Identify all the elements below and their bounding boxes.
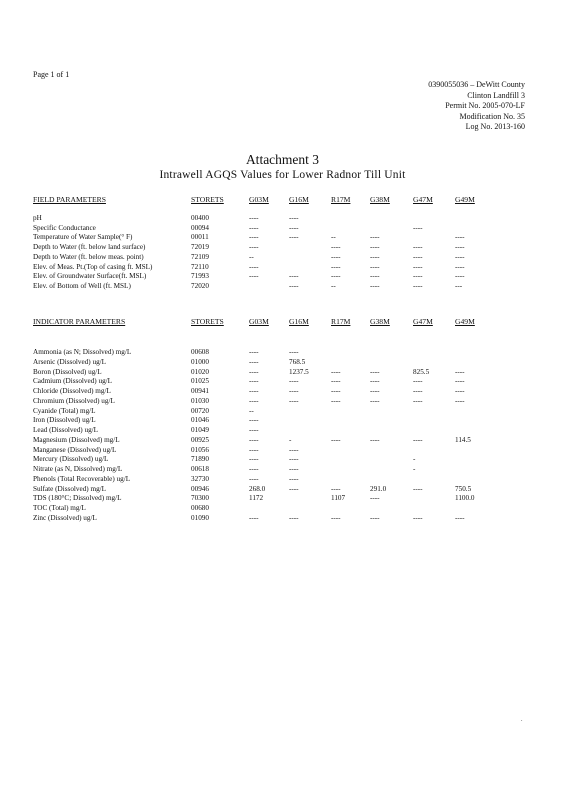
value-cell: ---- [331,262,341,271]
storet-code: 00618 [191,465,209,473]
storet-code: 71993 [191,272,209,281]
storet-code: 00925 [191,435,209,444]
storet-code: 00720 [191,406,209,415]
table-row [0,243,565,253]
value-cell: ---- [249,223,259,232]
value-cell: 825.5 [413,367,430,376]
value-cell: ---- [331,252,341,261]
value-cell: 1107 [331,494,346,503]
parameter-name: Temperature of Water Sample(° F) [33,233,133,242]
value-cell: 268.0 [249,484,266,493]
value-cell: ---- [331,387,341,395]
storet-code: 00400 [191,214,209,222]
value-cell: ---- [249,387,259,395]
table-row [0,446,565,456]
value-cell: ---- [370,435,380,444]
field-well-header: R17M [331,195,351,204]
value-cell: ---- [370,494,380,503]
value-cell: 1172 [249,494,264,503]
table-row [0,377,565,387]
value-cell: ---- [413,223,423,232]
value-cell: ---- [249,348,259,356]
value-cell: ---- [413,484,423,493]
parameter-name: Depth to Water (ft. below meas. point) [33,252,144,261]
value-cell: ---- [289,513,299,522]
value-cell: ---- [249,377,259,386]
value-cell: 768.5 [289,357,306,366]
header-line-facility: Clinton Landfill 3 [467,90,525,100]
table-row [0,514,565,524]
storet-code: 01046 [191,416,209,425]
value-cell: 1100.0 [455,494,475,503]
value-cell: ---- [249,357,259,366]
indicator-well-header: G38M [370,317,390,326]
value-cell: ---- [370,513,380,522]
parameter-name: Cadmium (Dissolved) ug/L [33,377,113,386]
field-well-header: G16M [289,195,309,204]
value-cell: ---- [370,243,380,252]
parameter-name: Phenols (Total Recoverable) ug/L [33,474,131,483]
table-row [0,426,565,436]
value-cell: ---- [289,455,299,464]
value-cell: ---- [289,445,299,454]
value-cell: -- [331,281,336,290]
table-row [0,214,565,224]
storet-code: 72020 [191,281,209,290]
parameter-name: Magnesium (Dissolved) mg/L [33,435,120,444]
storet-code: 01030 [191,396,209,405]
field-well-header: G47M [413,195,433,204]
parameter-name: Lead (Dissolved) ug/L [33,426,99,434]
table-row [0,263,565,273]
page-mark: . [521,717,523,723]
parameter-name: Depth to Water (ft. below land surface) [33,243,146,252]
header-line-permit: Permit No. 2005-070-LF [445,101,525,111]
value-cell: ---- [249,272,259,281]
indicator-well-header: G47M [413,317,433,326]
value-cell: ---- [331,377,341,386]
storet-code: 01056 [191,445,209,454]
value-cell: ---- [455,233,465,242]
value-cell: 291.0 [370,484,387,493]
parameter-name: Mercury (Dissolved) ug/L [33,455,109,464]
value-cell: ---- [455,377,465,386]
value-cell: ---- [455,272,465,281]
value-cell: ---- [289,281,299,290]
table-row [0,348,565,358]
value-cell: ---- [249,233,259,242]
field-storets-header: STORETS [191,195,224,204]
table-row [0,233,565,243]
table-row [0,475,565,485]
value-cell: 750.5 [455,484,472,493]
value-cell: -- [331,233,336,242]
value-cell: ---- [331,396,341,405]
table-row [0,224,565,234]
value-cell: ---- [289,272,299,281]
value-cell: -- [249,252,254,261]
value-cell: ---- [289,484,299,493]
value-cell: ---- [249,455,259,464]
parameter-name: Ammonia (as N; Dissolved) mg/L [33,348,132,356]
value-cell: ---- [413,272,423,281]
value-cell: ---- [289,223,299,232]
parameter-name: Boron (Dissolved) ug/L [33,367,102,376]
table-row [0,387,565,397]
indicator-well-header: R17M [331,317,351,326]
storet-code: 00608 [191,348,209,356]
parameter-name: Iron (Dissolved) ug/L [33,416,96,425]
parameter-name: Specific Conductance [33,223,96,232]
table-row [0,494,565,504]
value-cell: ---- [289,465,299,473]
value-cell: ---- [455,396,465,405]
parameter-name: Elev. of Groundwater Surface(ft. MSL) [33,272,147,281]
table-row [0,455,565,465]
parameter-name: Elev. of Meas. Pt.(Top of casing ft. MSL) [33,262,153,271]
value-cell: ---- [331,367,341,376]
value-cell: ---- [289,387,299,395]
value-cell: ---- [413,387,423,395]
value-cell: - [413,455,416,464]
value-cell: ---- [289,214,299,222]
parameter-name: Arsenic (Dissolved) ug/L [33,357,107,366]
value-cell: ---- [413,252,423,261]
value-cell: ---- [413,513,423,522]
value-cell: ---- [331,272,341,281]
storet-code: 70300 [191,494,209,503]
storet-code: 01049 [191,426,209,434]
storet-code: 00946 [191,484,209,493]
indicator-well-header: G49M [455,317,475,326]
parameter-name: Cyanide (Total) mg/L [33,406,96,415]
value-cell: ---- [370,377,380,386]
value-cell: ---- [370,233,380,242]
value-cell: ---- [249,445,259,454]
value-cell: --- [455,281,463,290]
parameter-name: TOC (Total) mg/L [33,504,86,512]
storet-code: 71890 [191,455,209,464]
header-line-modification: Modification No. 35 [459,111,525,121]
value-cell: ---- [413,262,423,271]
value-cell: ---- [413,281,423,290]
value-cell: ---- [249,416,259,425]
storet-code: 01000 [191,357,209,366]
permit-header [428,80,525,133]
indicator-well-header: G16M [289,317,309,326]
field-well-header: G49M [455,195,475,204]
value-cell: ---- [370,387,380,395]
value-cell: ---- [370,396,380,405]
value-cell: ---- [249,396,259,405]
value-cell: ---- [413,435,423,444]
value-cell: ---- [370,367,380,376]
value-cell: ---- [370,262,380,271]
storet-code: 00094 [191,223,209,232]
value-cell: ---- [331,243,341,252]
page-number: Page 1 of 1 [33,70,70,79]
header-line-county: 0390055036 – DeWitt County [428,80,525,89]
storet-code: 00011 [191,233,209,242]
value-cell: -- [249,406,254,415]
table-row [0,416,565,426]
storet-code: 00941 [191,387,209,395]
value-cell: ---- [455,252,465,261]
parameter-name: pH [33,214,42,222]
header-line-log: Log No. 2013-160 [465,122,525,132]
value-cell: ---- [249,262,259,271]
table-row [0,282,565,292]
storet-code: 00680 [191,504,209,512]
value-cell: ---- [370,281,380,290]
value-cell: - [289,435,292,444]
value-cell: ---- [413,243,423,252]
value-cell: ---- [249,214,259,222]
value-cell: ---- [455,262,465,271]
field-parameters-heading: FIELD PARAMETERS [33,195,106,204]
value-cell: ---- [249,513,259,522]
table-row [0,358,565,368]
document-subtitle: Intrawell AGQS Values for Lower Radnor Till Unit [159,169,406,181]
value-cell: ---- [455,367,465,376]
value-cell: ---- [455,387,465,395]
value-cell: ---- [249,465,259,473]
table-row [0,272,565,282]
value-cell: ---- [455,513,465,522]
table-row [0,397,565,407]
table-row [0,253,565,263]
value-cell: ---- [249,426,259,434]
document-title: Attachment 3 [245,152,320,167]
table-row [0,485,565,495]
value-cell: ---- [370,272,380,281]
parameter-name: Sulfate (Dissolved) mg/L [33,484,107,493]
value-cell: ---- [289,377,299,386]
value-cell: ---- [289,474,299,483]
value-cell: ---- [249,243,259,252]
table-row [0,368,565,378]
value-cell: 1237.5 [289,367,309,376]
value-cell: ---- [289,233,299,242]
table-row [0,436,565,446]
value-cell: ---- [413,396,423,405]
parameter-name: Chromium (Dissolved) ug/L [33,396,115,405]
value-cell: ---- [331,484,341,493]
indicator-well-header: G03M [249,317,269,326]
storet-code: 01090 [191,513,209,522]
value-cell: ---- [249,367,259,376]
field-well-header: G38M [370,195,390,204]
storet-code: 72110 [191,262,209,271]
table-row [0,465,565,475]
value-cell: ---- [331,435,341,444]
value-cell: ---- [289,348,299,356]
value-cell: ---- [413,377,423,386]
storet-code: 72109 [191,252,209,261]
indicator-storets-header: STORETS [191,317,224,326]
value-cell: ---- [370,252,380,261]
indicator-parameters-heading: INDICATOR PARAMETERS [33,317,126,326]
value-cell: ---- [331,513,341,522]
value-cell: ---- [289,396,299,405]
value-cell: ---- [249,435,259,444]
field-well-header: G03M [249,195,269,204]
parameter-name: Elev. of Bottom of Well (ft. MSL) [33,281,131,290]
parameter-name: Zinc (Dissolved) ug/L [33,513,97,522]
storet-code: 72019 [191,243,209,252]
value-cell: 114.5 [455,435,471,444]
value-cell: - [413,465,416,473]
parameter-name: Chloride (Dissolved) mg/L [33,387,111,395]
storet-code: 01025 [191,377,209,386]
parameter-name: Nitrate (as N, Dissolved) mg/L [33,465,123,473]
storet-code: 01020 [191,367,209,376]
table-row [0,504,565,514]
parameter-name: Manganese (Dissolved) ug/L [33,445,117,454]
value-cell: ---- [249,474,259,483]
value-cell: ---- [455,243,465,252]
table-row [0,407,565,417]
storet-code: 32730 [191,474,209,483]
parameter-name: TDS (180°C; Dissolved) mg/L [33,494,122,503]
